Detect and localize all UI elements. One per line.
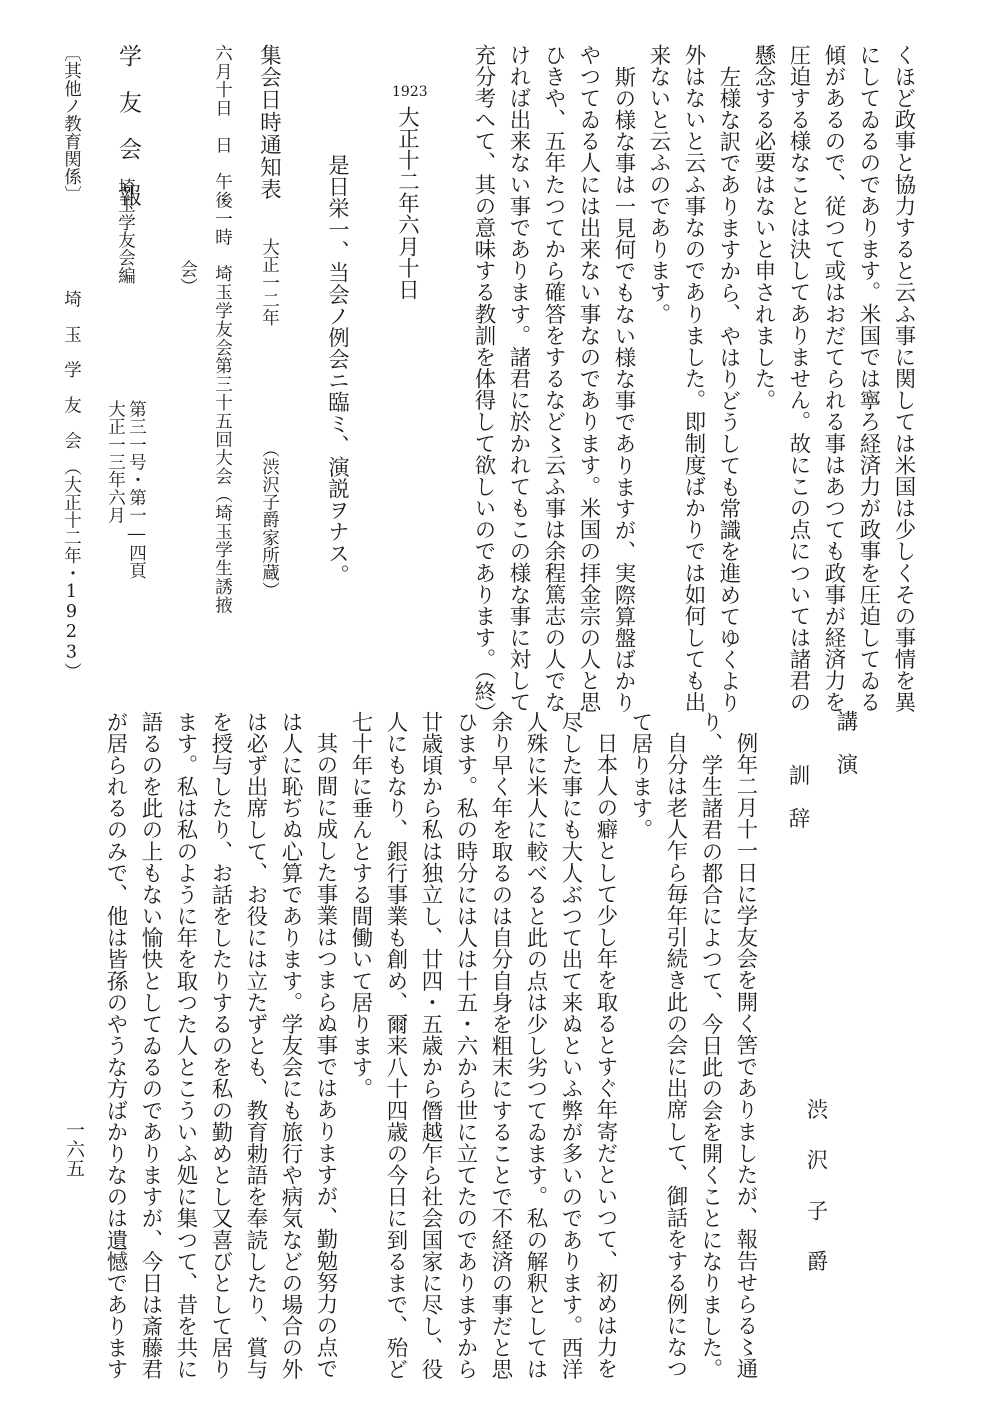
diary-year-arabic: 1923 <box>392 84 428 100</box>
lower-line-2: り、学生諸君の都合によつて、今日此の会を開くことになりました。 <box>698 711 723 1380</box>
source-bulletin-title: 学 友 会 報 <box>115 44 141 207</box>
lower-line-17: ます。私は私のように年を取つた人とこういふ処に集つて、昔を共に <box>173 711 198 1380</box>
lower-line-5: 日本人の癖として少し年を取るとすぐ年寄だといつて、初めは力を <box>593 732 618 1380</box>
upper-line-1: くほど政事と協力すると云ふ事に関しては米国は少しくその事情を異 <box>891 44 916 713</box>
lecture-heading: 講 演 <box>833 710 858 775</box>
page-number: 一六五 <box>63 1120 85 1178</box>
source-notice-owner: （渋沢子爵家所蔵） <box>259 440 280 600</box>
upper-line-8: 来ないと云ふのであります。 <box>646 44 671 325</box>
lower-line-14: は人に恥ぢぬ心算であります。学友会にも旅行や病気などの場合の外 <box>278 711 303 1380</box>
upper-line-5: 懸念する必要はないと申されました。 <box>751 44 776 411</box>
source-notice-era: 大正一二年 <box>259 238 280 327</box>
lower-line-1: 例年二月十一日に学友会を開く筈でありましたが、報告せらる〻通 <box>733 732 758 1380</box>
lecture-subheading: 訓 辞 <box>785 764 810 829</box>
source-notice-title: 集会日時通知表 <box>256 44 282 201</box>
lower-line-8: 余り早く年を取るのは自分自身を粗末にすることで不経済の事だと思 <box>488 711 513 1380</box>
upper-line-11: ひきや、五年たつてから確答をするなど〻云ふ事は余程篤志の人でな <box>541 44 566 713</box>
lecture-author: 渋 沢 子 爵 <box>803 1098 828 1276</box>
source-bulletin-issue-b: 大正一三年六月 <box>105 400 126 524</box>
source-bulletin-editor: 埼玉学友会編 <box>115 178 136 285</box>
lower-line-15: は必ず出席して、お役には立たずとも、教育勅語を奉読したり、賞与 <box>243 711 268 1380</box>
lower-line-3: 自分は老人乍ら毎年引続き此の会に出席して、御話をする例になつ <box>663 732 688 1380</box>
upper-line-6: 左様な訳でありますから、やはりどうしても常識を進めてゆくより <box>716 66 741 714</box>
lower-line-10: 廿歳頃から私は独立し、廿四・五歳から僭越乍ら社会国家に尽し、役 <box>418 711 443 1380</box>
source-meeting-line-2: 会） <box>177 260 198 296</box>
source-running-title: 埼 玉 学 友 会 （大正十二年・1923） <box>61 290 82 681</box>
source-bulletin-issue-a: 第三一号・第一―四頁 <box>126 400 147 580</box>
lower-line-16: を授与したり、お話をしたりするのを私の勤めとし又喜びとして居り <box>208 711 233 1380</box>
source-meeting-line-1: 六月十日 日 午後一時 埼玉学友会第三十五回大会（埼玉学生誘掖 <box>212 44 233 615</box>
upper-line-13: 充分考へて、其の意味する教訓を体得して欲しいのであります。（終） <box>471 44 496 724</box>
upper-line-2: にしてゐるのであります。米国では寧ろ経済力が政事を圧迫してゐる <box>856 44 881 713</box>
lower-line-9: ひます。私の時分には人は十五・六から世に立てたのでありますから <box>453 711 478 1380</box>
lower-line-6: 尽した事にも大人ぶつて出て来ぬといふ弊が多いのであります。西洋 <box>558 711 583 1380</box>
upper-line-10: やつてゐる人には出来ない事なのであります。米国の拝金宗の人と思 <box>576 44 601 713</box>
diary-date: 大正十二年六月十日 <box>394 106 420 301</box>
lower-line-18: 語るのを此の上もない愉快としてゐるのでありますが、今日は斎藤君 <box>138 711 163 1380</box>
upper-line-7: 外はないと云ふ事なのでありました。即制度ばかりでは如何しても出 <box>681 44 706 713</box>
upper-line-3: 傾があるので、従つて或はおだてられる事はあつても政事が経済力を <box>821 44 846 713</box>
source-category: 〔其他ノ教育関係〕 <box>61 44 82 204</box>
diary-entry: 是日栄一、当会ノ例会ニ臨ミ、演説ヲナス。 <box>324 154 350 586</box>
upper-line-4: 圧迫する様なことは決してありません。故にこの点については諸君の <box>786 44 811 713</box>
lower-line-4: て居ります。 <box>628 711 653 841</box>
upper-line-12: ければ出来ない事であります。諸君に於かれてもこの様な事に対して <box>506 44 531 713</box>
lower-line-7: 人殊に米人に較べると此の点は少し劣つてゐます。私の解釈としては <box>523 711 548 1380</box>
upper-line-9: 斯の様な事は一見何でもない様な事でありますが、実際算盤ばかり <box>611 66 636 714</box>
lower-line-13: 其の間に成した事業はつまらぬ事ではありますが、勤勉努力の点で <box>313 732 338 1380</box>
lower-line-19: が居られるのみで、他は皆孫のやうな方ばかりなのは遺憾であります <box>103 711 128 1380</box>
lower-line-11: 人にもなり、銀行事業も創め、爾来八十四歳の今日に到るまで、殆ど <box>383 711 408 1380</box>
lower-line-12: 七十年に垂んとする間働いて居ります。 <box>348 711 373 1100</box>
